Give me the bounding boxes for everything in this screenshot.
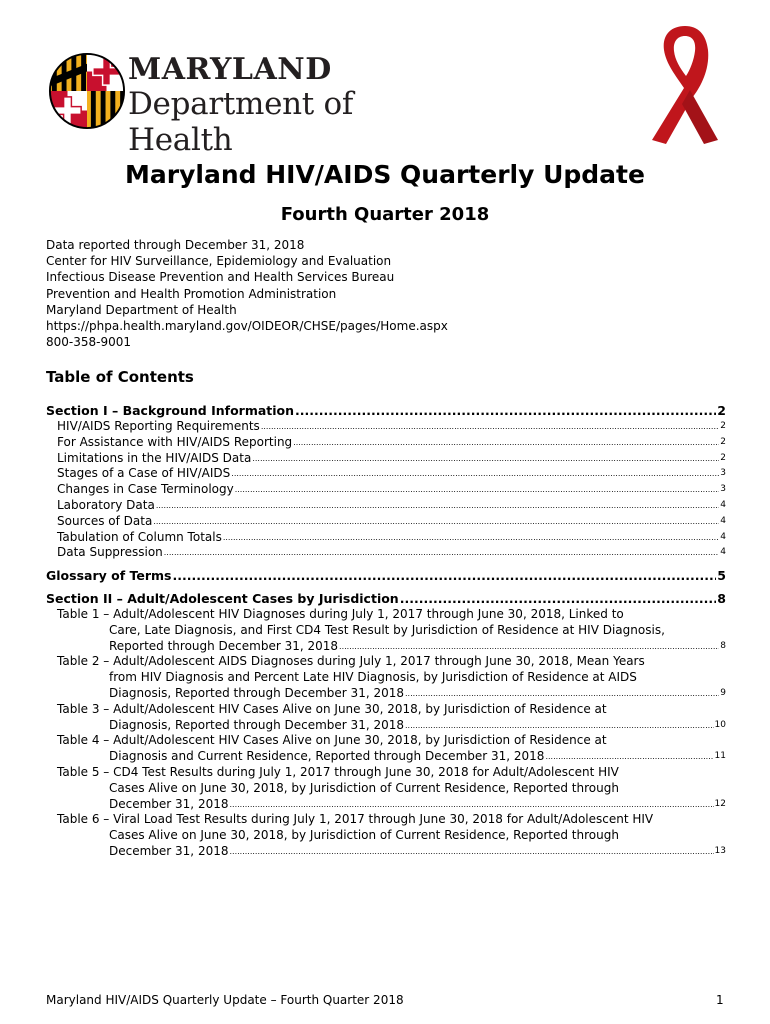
toc-section-2	[46, 591, 726, 607]
maryland-flag-seal-icon	[48, 52, 126, 130]
toc-entry[interactable]: Section II – Adult/Adolescent Cases by Jurisdiction ..... 8	[46, 591, 726, 607]
toc-heading: Table of Contents	[46, 368, 194, 386]
toc-table-list	[57, 607, 726, 860]
page-number: 1	[716, 993, 724, 1007]
toc-entry[interactable]: Glossary of Terms ..... 5	[46, 568, 726, 584]
info-line: Maryland Department of Health	[46, 302, 237, 317]
toc-glossary	[46, 568, 726, 584]
info-line: Infectious Disease Prevention and Health Services Bureau	[46, 270, 395, 285]
toc-entry[interactable]: Tabulation of Column Totals ..... 4	[46, 530, 726, 546]
toc-entry[interactable]: Limitations in the HIV/AIDS Data ..... 2	[46, 451, 726, 467]
mdh-logo	[48, 52, 438, 158]
toc-table-entry[interactable]: Table 4 – Adult/Adolescent HIV Cases Alive on June 30, 2018, by Jurisdiction of Residence at Diagnosis and Current Residence, Reported through December 31, 2018 ..... 11	[57, 733, 726, 765]
toc-entry[interactable]: Changes in Case Terminology ..... 3	[46, 482, 726, 498]
toc-table-entry[interactable]: Table 1 – Adult/Adolescent HIV Diagnoses during July 1, 2017 through June 30, 2018, Linked to Care, Late Diagnosis, and First CD4 Test Result by Jurisdiction of Residence at HIV Diagnosis, Reported through December 31, 2018 ..... 8	[57, 607, 726, 654]
toc-table-entry[interactable]: Table 2 – Adult/Adolescent AIDS Diagnoses during July 1, 2017 through June 30, 2018, Mean Years from HIV Diagnosis and Percent Late HIV Diagnosis, by Jurisdiction of Residence at AIDS Diagnosis, Reported through December 31, 2018 ..... 9	[57, 654, 726, 701]
footer-text: Maryland HIV/AIDS Quarterly Update – Fourth Quarter 2018	[46, 993, 404, 1007]
toc-entry[interactable]: Sources of Data ..... 4	[46, 514, 726, 530]
toc-entry[interactable]: For Assistance with HIV/AIDS Reporting ..... 2	[46, 435, 726, 451]
toc-entry[interactable]: Laboratory Data ..... 4	[46, 498, 726, 514]
toc-table-entry[interactable]: Table 5 – CD4 Test Results during July 1, 2017 through June 30, 2018 for Adult/Adolescent HIV Cases Alive on June 30, 2018, by Jurisdiction of Current Residence, Reported through December 31, 2018 ..... 12	[57, 765, 726, 812]
page-subtitle: Fourth Quarter 2018	[280, 204, 490, 225]
toc-entry[interactable]: Stages of a Case of HIV/AIDS ..... 3	[46, 466, 726, 482]
toc-table-entry[interactable]: Table 3 – Adult/Adolescent HIV Cases Alive on June 30, 2018, by Jurisdiction of Residence at Diagnosis, Reported through December 31, 2018 ..... 10	[57, 702, 726, 734]
toc-section-1	[46, 403, 726, 561]
info-url[interactable]: https://phpa.health.maryland.gov/OIDEOR/CHSE/pages/Home.aspx	[46, 319, 448, 334]
toc-entry[interactable]: HIV/AIDS Reporting Requirements ..... 2	[46, 419, 726, 435]
info-line: Center for HIV Surveillance, Epidemiology and Evaluation	[46, 254, 392, 269]
page-title: Maryland HIV/AIDS Quarterly Update	[125, 160, 645, 189]
toc-entry[interactable]: Section I – Background Information ..... 2	[46, 403, 726, 419]
logo-department: Department of Health	[128, 86, 354, 158]
info-block	[46, 237, 448, 350]
toc-table-entry[interactable]: Table 6 – Viral Load Test Results during July 1, 2017 through June 30, 2018 for Adult/Adolescent HIV Cases Alive on June 30, 2018, by Jurisdiction of Current Residence, Reported through December 31, 2018 ..... 13	[57, 812, 726, 859]
toc-entry[interactable]: Data Suppression ..... 4	[46, 545, 726, 561]
info-phone: 800-358-9001	[46, 335, 132, 350]
info-line: Data reported through December 31, 2018	[46, 238, 305, 252]
red-awareness-ribbon-icon	[640, 18, 730, 148]
logo-maryland: MARYLAND	[128, 52, 332, 87]
info-line: Prevention and Health Promotion Administration	[46, 286, 337, 301]
